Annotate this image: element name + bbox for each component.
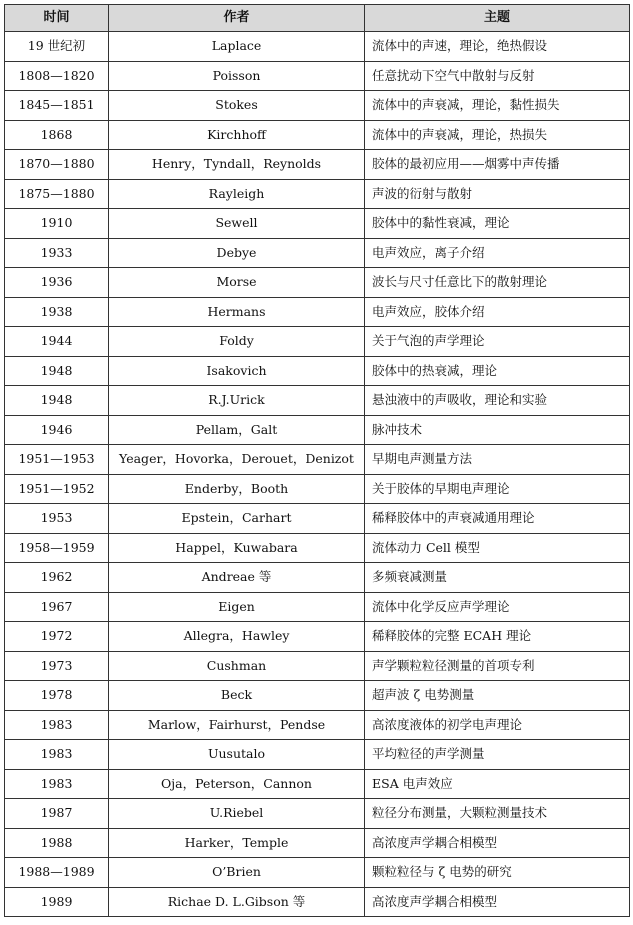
cell-topic: 胶体中的热衰减，理论 [365,356,630,386]
table-row [5,769,630,799]
cell-time: 1910 [5,209,109,239]
cell-time: 1973 [5,651,109,681]
cell-topic: 关于胶体的早期电声理论 [365,474,630,504]
cell-author: Cushman [109,651,365,681]
cell-author: O’Brien [109,858,365,888]
history-table-container [4,4,629,917]
table-row [5,32,630,62]
table-row [5,91,630,121]
cell-topic: 电声效应，胶体介绍 [365,297,630,327]
table-row [5,445,630,475]
cell-topic: 脉冲技术 [365,415,630,445]
table-row [5,740,630,770]
cell-time: 1870—1880 [5,150,109,180]
cell-time: 1936 [5,268,109,298]
table-row [5,651,630,681]
table-row [5,209,630,239]
cell-time: 1967 [5,592,109,622]
cell-topic: 关于气泡的声学理论 [365,327,630,357]
table-row [5,533,630,563]
cell-topic: 声波的衍射与散射 [365,179,630,209]
cell-time: 1989 [5,887,109,917]
cell-author: Epstein，Carhart [109,504,365,534]
cell-time: 1845—1851 [5,91,109,121]
cell-topic: 高浓度声学耦合相模型 [365,828,630,858]
cell-author: Foldy [109,327,365,357]
cell-topic: 胶体中的黏性衰减，理论 [365,209,630,239]
cell-author: Enderby，Booth [109,474,365,504]
cell-author: Beck [109,681,365,711]
cell-topic: 流体中的声衰减，理论，黏性损失 [365,91,630,121]
cell-topic: 稀释胶体的完整 ECAH 理论 [365,622,630,652]
table-row [5,858,630,888]
cell-topic: 流体中化学反应声学理论 [365,592,630,622]
header-topic: 主题 [365,5,630,32]
cell-topic: 早期电声测量方法 [365,445,630,475]
table-body [5,32,630,917]
table-row [5,681,630,711]
cell-author: Marlow，Fairhurst，Pendse [109,710,365,740]
table-header-row [5,5,630,32]
cell-time: 1983 [5,769,109,799]
table-row [5,61,630,91]
cell-topic: 多频衰减测量 [365,563,630,593]
header-time: 时间 [5,5,109,32]
cell-topic: 平均粒径的声学测量 [365,740,630,770]
cell-author: Happel，Kuwabara [109,533,365,563]
cell-time: 1987 [5,799,109,829]
table-row [5,386,630,416]
cell-time: 1988 [5,828,109,858]
cell-time: 1953 [5,504,109,534]
cell-author: Eigen [109,592,365,622]
table-row [5,150,630,180]
cell-topic: 高浓度声学耦合相模型 [365,887,630,917]
cell-topic: 流体中的声速，理论，绝热假设 [365,32,630,62]
table-row [5,415,630,445]
cell-author: Stokes [109,91,365,121]
header-author: 作者 [109,5,365,32]
cell-author: Andreae 等 [109,563,365,593]
cell-author: U.Riebel [109,799,365,829]
cell-author: Rayleigh [109,179,365,209]
table-row [5,710,630,740]
cell-author: Yeager，Hovorka，Derouet，Denizot [109,445,365,475]
cell-author: R.J.Urick [109,386,365,416]
cell-author: Allegra，Hawley [109,622,365,652]
cell-author: Harker，Temple [109,828,365,858]
cell-time: 1938 [5,297,109,327]
cell-author: Uusutalo [109,740,365,770]
cell-topic: 颗粒粒径与 ζ 电势的研究 [365,858,630,888]
cell-author: Richae D. L.Gibson 等 [109,887,365,917]
cell-author: Laplace [109,32,365,62]
table-row [5,268,630,298]
cell-time: 1983 [5,710,109,740]
table-row [5,887,630,917]
cell-author: Hermans [109,297,365,327]
cell-time: 1948 [5,356,109,386]
cell-time: 1978 [5,681,109,711]
cell-time: 1951—1953 [5,445,109,475]
cell-topic: 声学颗粒粒径测量的首项专利 [365,651,630,681]
cell-time: 1944 [5,327,109,357]
table-row [5,179,630,209]
history-table [4,4,630,917]
table-row [5,238,630,268]
table-row [5,504,630,534]
cell-time: 1962 [5,563,109,593]
table-row [5,563,630,593]
cell-author: Poisson [109,61,365,91]
cell-topic: 流体中的声衰减，理论，热损失 [365,120,630,150]
cell-time: 1983 [5,740,109,770]
cell-time: 1988—1989 [5,858,109,888]
table-row [5,120,630,150]
cell-time: 1868 [5,120,109,150]
table-row [5,356,630,386]
cell-time: 1972 [5,622,109,652]
cell-time: 1875—1880 [5,179,109,209]
cell-author: Kirchhoff [109,120,365,150]
cell-time: 19 世纪初 [5,32,109,62]
cell-topic: 波长与尺寸任意比下的散射理论 [365,268,630,298]
table-row [5,474,630,504]
cell-topic: 高浓度液体的初学电声理论 [365,710,630,740]
table-row [5,799,630,829]
cell-topic: 电声效应，离子介绍 [365,238,630,268]
table-row [5,592,630,622]
table-row [5,327,630,357]
cell-topic: 超声波 ζ 电势测量 [365,681,630,711]
table-row [5,622,630,652]
cell-topic: 粒径分布测量，大颗粒测量技术 [365,799,630,829]
cell-topic: 悬浊液中的声吸收，理论和实验 [365,386,630,416]
cell-time: 1808—1820 [5,61,109,91]
cell-author: Isakovich [109,356,365,386]
cell-time: 1933 [5,238,109,268]
cell-author: Debye [109,238,365,268]
table-row [5,297,630,327]
cell-author: Henry，Tyndall，Reynolds [109,150,365,180]
cell-time: 1958—1959 [5,533,109,563]
cell-topic: 任意扰动下空气中散射与反射 [365,61,630,91]
cell-time: 1951—1952 [5,474,109,504]
cell-author: Morse [109,268,365,298]
cell-topic: 稀释胶体中的声衰减通用理论 [365,504,630,534]
cell-time: 1946 [5,415,109,445]
cell-topic: 胶体的最初应用——烟雾中声传播 [365,150,630,180]
cell-author: Pellam，Galt [109,415,365,445]
cell-topic: ESA 电声效应 [365,769,630,799]
cell-author: Sewell [109,209,365,239]
cell-topic: 流体动力 Cell 模型 [365,533,630,563]
table-row [5,828,630,858]
cell-time: 1948 [5,386,109,416]
cell-author: Oja，Peterson，Cannon [109,769,365,799]
